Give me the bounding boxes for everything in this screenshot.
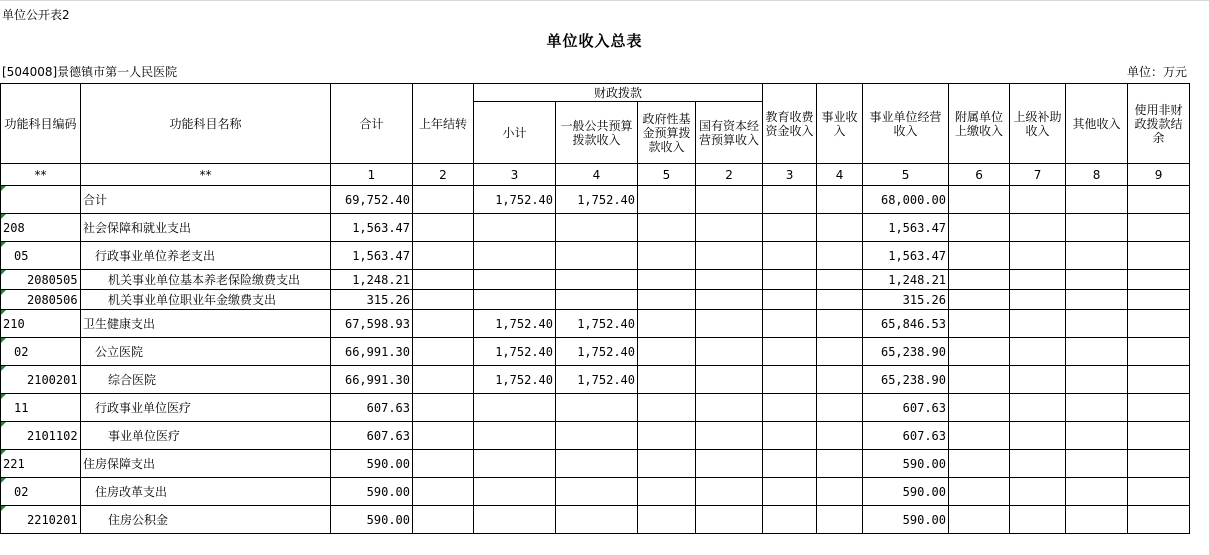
index-cell: 3 bbox=[763, 164, 817, 186]
business-cell bbox=[817, 290, 863, 310]
total-cell: 315.26 bbox=[331, 290, 413, 310]
general-budget-cell bbox=[556, 506, 638, 534]
table-row bbox=[1, 422, 1190, 450]
state-capital-cell bbox=[696, 214, 763, 242]
business-cell bbox=[817, 366, 863, 394]
non-fiscal-cell bbox=[1128, 394, 1190, 422]
affiliated-cell bbox=[949, 270, 1010, 290]
subtotal-cell bbox=[474, 270, 556, 290]
subtotal-cell bbox=[474, 394, 556, 422]
header-code: 功能科目编码 bbox=[1, 84, 81, 164]
non-fiscal-cell bbox=[1128, 506, 1190, 534]
carryover-cell bbox=[413, 506, 474, 534]
name-cell: 社会保障和就业支出 bbox=[81, 214, 331, 242]
edu-fee-cell bbox=[763, 422, 817, 450]
affiliated-cell bbox=[949, 450, 1010, 478]
general-budget-cell: 1,752.40 bbox=[556, 338, 638, 366]
page-title: 单位收入总表 bbox=[546, 32, 643, 50]
other-cell bbox=[1066, 186, 1128, 214]
income-table bbox=[0, 83, 1190, 534]
subsidy-cell bbox=[1010, 422, 1066, 450]
non-fiscal-cell bbox=[1128, 366, 1190, 394]
edu-fee-cell bbox=[763, 338, 817, 366]
state-capital-cell bbox=[696, 242, 763, 270]
subtotal-cell bbox=[474, 422, 556, 450]
name-cell: 事业单位医疗 bbox=[81, 422, 331, 450]
non-fiscal-cell bbox=[1128, 450, 1190, 478]
sheet-gridline bbox=[0, 0, 1209, 11]
index-cell: 2 bbox=[413, 164, 474, 186]
operating-cell: 1,563.47 bbox=[863, 214, 949, 242]
subsidy-cell bbox=[1010, 310, 1066, 338]
affiliated-cell bbox=[949, 214, 1010, 242]
business-cell bbox=[817, 478, 863, 506]
total-cell: 66,991.30 bbox=[331, 366, 413, 394]
subsidy-cell bbox=[1010, 394, 1066, 422]
other-cell bbox=[1066, 270, 1128, 290]
subsidy-cell bbox=[1010, 214, 1066, 242]
state-capital-cell bbox=[696, 450, 763, 478]
operating-cell: 590.00 bbox=[863, 450, 949, 478]
header-general-budget: 一般公共预算拨款收入 bbox=[556, 102, 638, 164]
index-cell: 3 bbox=[474, 164, 556, 186]
business-cell bbox=[817, 450, 863, 478]
code-cell: 210 bbox=[1, 310, 81, 338]
total-cell: 590.00 bbox=[331, 478, 413, 506]
edu-fee-cell bbox=[763, 394, 817, 422]
index-cell: 4 bbox=[817, 164, 863, 186]
state-capital-cell bbox=[696, 310, 763, 338]
edu-fee-cell bbox=[763, 506, 817, 534]
header-fiscal-group: 财政拨款 bbox=[474, 84, 763, 102]
total-cell: 67,598.93 bbox=[331, 310, 413, 338]
index-cell: 1 bbox=[331, 164, 413, 186]
non-fiscal-cell bbox=[1128, 422, 1190, 450]
business-cell bbox=[817, 422, 863, 450]
code-cell: 2080506 bbox=[1, 290, 81, 310]
subtotal-cell bbox=[474, 290, 556, 310]
other-cell bbox=[1066, 506, 1128, 534]
table-row bbox=[1, 478, 1190, 506]
state-capital-cell bbox=[696, 366, 763, 394]
carryover-cell bbox=[413, 366, 474, 394]
name-cell: 住房保障支出 bbox=[81, 450, 331, 478]
header-affiliated: 附属单位上缴收入 bbox=[949, 84, 1010, 164]
index-cell: ** bbox=[81, 164, 331, 186]
general-budget-cell: 1,752.40 bbox=[556, 186, 638, 214]
index-cell: 4 bbox=[556, 164, 638, 186]
carryover-cell bbox=[413, 270, 474, 290]
general-budget-cell: 1,752.40 bbox=[556, 366, 638, 394]
general-budget-cell bbox=[556, 394, 638, 422]
subsidy-cell bbox=[1010, 450, 1066, 478]
edu-fee-cell bbox=[763, 290, 817, 310]
code-cell: 2080505 bbox=[1, 270, 81, 290]
other-cell bbox=[1066, 450, 1128, 478]
gov-fund-cell bbox=[638, 478, 696, 506]
state-capital-cell bbox=[696, 290, 763, 310]
gov-fund-cell bbox=[638, 338, 696, 366]
subtotal-cell bbox=[474, 450, 556, 478]
state-capital-cell bbox=[696, 422, 763, 450]
code-cell: 221 bbox=[1, 450, 81, 478]
operating-cell: 315.26 bbox=[863, 290, 949, 310]
total-cell: 607.63 bbox=[331, 422, 413, 450]
affiliated-cell bbox=[949, 338, 1010, 366]
header-state-capital: 国有资本经营预算收入 bbox=[696, 102, 763, 164]
state-capital-cell bbox=[696, 506, 763, 534]
affiliated-cell bbox=[949, 394, 1010, 422]
operating-cell: 1,563.47 bbox=[863, 242, 949, 270]
general-budget-cell bbox=[556, 422, 638, 450]
subsidy-cell bbox=[1010, 478, 1066, 506]
subsidy-cell bbox=[1010, 366, 1066, 394]
edu-fee-cell bbox=[763, 478, 817, 506]
name-cell: 住房公积金 bbox=[81, 506, 331, 534]
gov-fund-cell bbox=[638, 394, 696, 422]
code-cell: 02 bbox=[1, 478, 81, 506]
header-name: 功能科目名称 bbox=[81, 84, 331, 164]
non-fiscal-cell bbox=[1128, 242, 1190, 270]
name-cell: 机关事业单位职业年金缴费支出 bbox=[81, 290, 331, 310]
header-operating: 事业单位经营收入 bbox=[863, 84, 949, 164]
carryover-cell bbox=[413, 478, 474, 506]
subsidy-cell bbox=[1010, 338, 1066, 366]
gov-fund-cell bbox=[638, 450, 696, 478]
unit-label: 单位：万元 bbox=[1126, 65, 1187, 79]
carryover-cell bbox=[413, 338, 474, 366]
carryover-cell bbox=[413, 290, 474, 310]
sheet-label: 单位公开表2 bbox=[2, 8, 70, 22]
edu-fee-cell bbox=[763, 214, 817, 242]
operating-cell: 607.63 bbox=[863, 394, 949, 422]
other-cell bbox=[1066, 422, 1128, 450]
header-non-fiscal: 使用非财政拨款结余 bbox=[1128, 84, 1190, 164]
business-cell bbox=[817, 214, 863, 242]
operating-cell: 65,846.53 bbox=[863, 310, 949, 338]
business-cell bbox=[817, 242, 863, 270]
table-row bbox=[1, 394, 1190, 422]
total-cell: 590.00 bbox=[331, 450, 413, 478]
code-cell: 208 bbox=[1, 214, 81, 242]
unit-name: [504008]景德镇市第一人民医院 bbox=[2, 65, 178, 79]
subtotal-cell: 1,752.40 bbox=[474, 366, 556, 394]
general-budget-cell bbox=[556, 290, 638, 310]
other-cell bbox=[1066, 394, 1128, 422]
index-cell: 8 bbox=[1066, 164, 1128, 186]
name-cell: 合计 bbox=[81, 186, 331, 214]
gov-fund-cell bbox=[638, 366, 696, 394]
general-budget-cell bbox=[556, 270, 638, 290]
subtotal-cell: 1,752.40 bbox=[474, 310, 556, 338]
gov-fund-cell bbox=[638, 506, 696, 534]
subtotal-cell: 1,752.40 bbox=[474, 186, 556, 214]
affiliated-cell bbox=[949, 186, 1010, 214]
general-budget-cell bbox=[556, 478, 638, 506]
non-fiscal-cell bbox=[1128, 186, 1190, 214]
subsidy-cell bbox=[1010, 290, 1066, 310]
name-cell: 住房改革支出 bbox=[81, 478, 331, 506]
operating-cell: 607.63 bbox=[863, 422, 949, 450]
other-cell bbox=[1066, 338, 1128, 366]
edu-fee-cell bbox=[763, 242, 817, 270]
state-capital-cell bbox=[696, 186, 763, 214]
code-cell: 05 bbox=[1, 242, 81, 270]
operating-cell: 65,238.90 bbox=[863, 366, 949, 394]
other-cell bbox=[1066, 290, 1128, 310]
subsidy-cell bbox=[1010, 270, 1066, 290]
header-edu-fee: 教育收费资金收入 bbox=[763, 84, 817, 164]
header-business: 事业收入 bbox=[817, 84, 863, 164]
index-cell: 5 bbox=[863, 164, 949, 186]
state-capital-cell bbox=[696, 478, 763, 506]
header-subtotal: 小计 bbox=[474, 102, 556, 164]
gov-fund-cell bbox=[638, 270, 696, 290]
table-row bbox=[1, 270, 1190, 290]
code-cell: 02 bbox=[1, 338, 81, 366]
total-cell: 607.63 bbox=[331, 394, 413, 422]
subsidy-cell bbox=[1010, 242, 1066, 270]
edu-fee-cell bbox=[763, 450, 817, 478]
business-cell bbox=[817, 338, 863, 366]
affiliated-cell bbox=[949, 366, 1010, 394]
business-cell bbox=[817, 186, 863, 214]
gov-fund-cell bbox=[638, 186, 696, 214]
general-budget-cell bbox=[556, 214, 638, 242]
index-cell: 7 bbox=[1010, 164, 1066, 186]
total-cell: 590.00 bbox=[331, 506, 413, 534]
gov-fund-cell bbox=[638, 310, 696, 338]
code-cell: 11 bbox=[1, 394, 81, 422]
gov-fund-cell bbox=[638, 422, 696, 450]
other-cell bbox=[1066, 214, 1128, 242]
affiliated-cell bbox=[949, 478, 1010, 506]
index-row bbox=[1, 164, 1190, 186]
edu-fee-cell bbox=[763, 366, 817, 394]
name-cell: 行政事业单位医疗 bbox=[81, 394, 331, 422]
total-cell: 1,248.21 bbox=[331, 270, 413, 290]
table-row bbox=[1, 310, 1190, 338]
state-capital-cell bbox=[696, 338, 763, 366]
header-gov-fund: 政府性基金预算拨款收入 bbox=[638, 102, 696, 164]
code-cell: 2210201 bbox=[1, 506, 81, 534]
index-cell: 6 bbox=[949, 164, 1010, 186]
carryover-cell bbox=[413, 394, 474, 422]
carryover-cell bbox=[413, 186, 474, 214]
non-fiscal-cell bbox=[1128, 290, 1190, 310]
business-cell bbox=[817, 394, 863, 422]
general-budget-cell bbox=[556, 450, 638, 478]
business-cell bbox=[817, 270, 863, 290]
total-cell: 1,563.47 bbox=[331, 214, 413, 242]
operating-cell: 590.00 bbox=[863, 506, 949, 534]
affiliated-cell bbox=[949, 242, 1010, 270]
non-fiscal-cell bbox=[1128, 310, 1190, 338]
business-cell bbox=[817, 310, 863, 338]
business-cell bbox=[817, 506, 863, 534]
state-capital-cell bbox=[696, 270, 763, 290]
edu-fee-cell bbox=[763, 270, 817, 290]
non-fiscal-cell bbox=[1128, 270, 1190, 290]
carryover-cell bbox=[413, 242, 474, 270]
index-cell: ** bbox=[1, 164, 81, 186]
header-other: 其他收入 bbox=[1066, 84, 1128, 164]
subsidy-cell bbox=[1010, 186, 1066, 214]
table-row bbox=[1, 338, 1190, 366]
carryover-cell bbox=[413, 422, 474, 450]
non-fiscal-cell bbox=[1128, 214, 1190, 242]
table-row bbox=[1, 366, 1190, 394]
name-cell: 公立医院 bbox=[81, 338, 331, 366]
subtotal-cell bbox=[474, 242, 556, 270]
subtotal-cell: 1,752.40 bbox=[474, 338, 556, 366]
operating-cell: 1,248.21 bbox=[863, 270, 949, 290]
total-cell: 1,563.47 bbox=[331, 242, 413, 270]
header-carryover: 上年结转 bbox=[413, 84, 474, 164]
name-cell: 机关事业单位基本养老保险缴费支出 bbox=[81, 270, 331, 290]
table-row bbox=[1, 450, 1190, 478]
total-cell: 66,991.30 bbox=[331, 338, 413, 366]
total-cell: 69,752.40 bbox=[331, 186, 413, 214]
gov-fund-cell bbox=[638, 290, 696, 310]
subsidy-cell bbox=[1010, 506, 1066, 534]
state-capital-cell bbox=[696, 394, 763, 422]
subtotal-cell bbox=[474, 214, 556, 242]
other-cell bbox=[1066, 366, 1128, 394]
subtotal-cell bbox=[474, 478, 556, 506]
header-total: 合计 bbox=[331, 84, 413, 164]
code-cell: 2100201 bbox=[1, 366, 81, 394]
carryover-cell bbox=[413, 310, 474, 338]
operating-cell: 68,000.00 bbox=[863, 186, 949, 214]
table-row bbox=[1, 214, 1190, 242]
table-row bbox=[1, 290, 1190, 310]
index-cell: 5 bbox=[638, 164, 696, 186]
affiliated-cell bbox=[949, 506, 1010, 534]
other-cell bbox=[1066, 478, 1128, 506]
affiliated-cell bbox=[949, 310, 1010, 338]
index-cell: 9 bbox=[1128, 164, 1190, 186]
non-fiscal-cell bbox=[1128, 478, 1190, 506]
non-fiscal-cell bbox=[1128, 338, 1190, 366]
edu-fee-cell bbox=[763, 186, 817, 214]
table-row bbox=[1, 506, 1190, 534]
subtotal-cell bbox=[474, 506, 556, 534]
affiliated-cell bbox=[949, 422, 1010, 450]
operating-cell: 65,238.90 bbox=[863, 338, 949, 366]
table-row bbox=[1, 186, 1190, 214]
other-cell bbox=[1066, 242, 1128, 270]
name-cell: 综合医院 bbox=[81, 366, 331, 394]
affiliated-cell bbox=[949, 290, 1010, 310]
table-row bbox=[1, 242, 1190, 270]
general-budget-cell bbox=[556, 242, 638, 270]
name-cell: 行政事业单位养老支出 bbox=[81, 242, 331, 270]
index-cell: 2 bbox=[696, 164, 763, 186]
name-cell: 卫生健康支出 bbox=[81, 310, 331, 338]
other-cell bbox=[1066, 310, 1128, 338]
code-cell bbox=[1, 186, 81, 214]
general-budget-cell: 1,752.40 bbox=[556, 310, 638, 338]
carryover-cell bbox=[413, 450, 474, 478]
carryover-cell bbox=[413, 214, 474, 242]
edu-fee-cell bbox=[763, 310, 817, 338]
code-cell: 2101102 bbox=[1, 422, 81, 450]
operating-cell: 590.00 bbox=[863, 478, 949, 506]
gov-fund-cell bbox=[638, 242, 696, 270]
gov-fund-cell bbox=[638, 214, 696, 242]
header-subsidy: 上级补助收入 bbox=[1010, 84, 1066, 164]
